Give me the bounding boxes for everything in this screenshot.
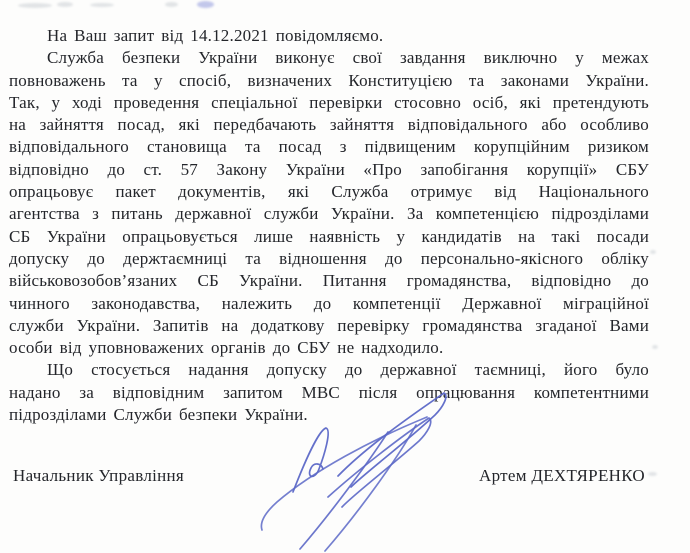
text-line: На Ваш запит від 14.12.2021 повідомляємо. [47,26,384,45]
text-line: служби України. Запитів на додаткову перевірку громадянства згаданої Вами [9,315,649,335]
scan-artifact [90,3,114,7]
text-line: відповідно до ст. 57 Закону України «Про запобігання корупції» СБУ [9,159,649,179]
text-line: СБ України опрацьовується лише наявність у кандидатів на такі посади [9,226,649,246]
signer-name: Артем ДЕХТЯРЕНКО [479,466,645,485]
text-line: допуску до держтаємниці та відношення до персонально-якісного обліку [9,248,649,268]
scan-artifact [57,2,73,7]
text-line: опрацьовує пакет документів, які Служба отримує від Національного [9,182,649,202]
text-line: особи від уповноважених органів до СБУ не надходило. [9,338,444,358]
paragraph [9,47,649,359]
text-line: відповідального становища та посад з підвищеним корупційним ризиком [9,137,649,157]
text-line: Що стосується надання допуску до державної таємниці, його було [47,360,649,380]
scan-artifact [18,3,52,8]
scan-artifact [165,2,178,7]
scan-artifact [650,250,656,254]
signer-position-title: Начальник Управління [13,466,185,485]
text-line: Так, у ході проведення спеціальної перевірки стосовно осіб, які претендують [9,92,649,112]
paragraph [9,25,649,47]
text-line: агентства з питань державної служби України. За компетенцією підрозділами [9,204,649,224]
scan-artifact [197,1,214,8]
text-line: військовозобов’язаних СБ України. Питання громадянства, відповідно до [9,271,649,291]
text-line: надано за відповідним запитом МВС після опрацювання компетентними [9,382,649,402]
letter-body [9,25,649,426]
signature-block [13,466,645,486]
text-line: на зайняття посад, які передбачають зайняття відповідального або особливо [9,115,649,135]
text-line: повноважень та у спосіб, визначених Конституцією та законами України. [9,70,649,90]
scan-artifact [648,472,657,476]
text-line: підрозділами Служби безпеки України. [9,405,308,425]
text-line: чинного законодавства, належить до компетенції Державної міграційної [9,293,649,313]
paragraph [9,359,649,426]
text-line: Служба безпеки України виконує свої завдання виключно у межах [47,48,649,68]
scan-artifact [652,345,658,349]
